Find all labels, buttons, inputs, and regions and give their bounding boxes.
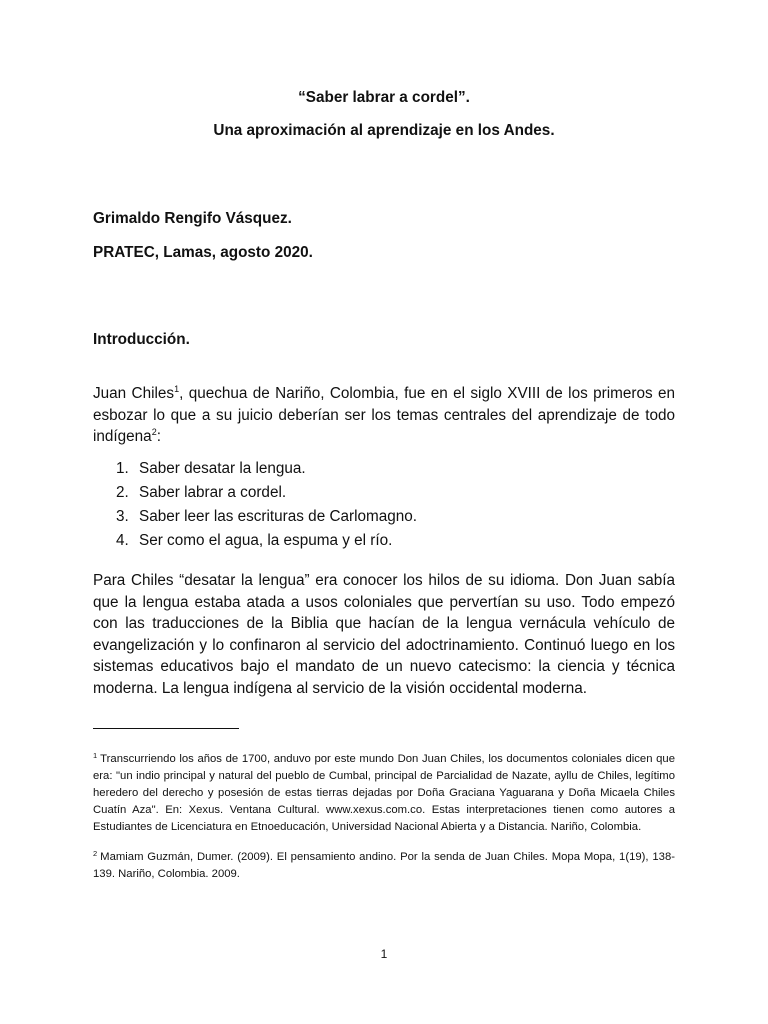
list-item-text: Ser como el agua, la espuma y el río. xyxy=(139,532,393,550)
list-item-text: Saber desatar la lengua. xyxy=(139,459,306,477)
footnotes xyxy=(93,751,675,883)
section-heading-introduction: Introducción. xyxy=(93,331,190,348)
document-subtitle: Una aproximación al aprendizaje en los Andes. xyxy=(213,122,555,139)
footnote-separator xyxy=(93,728,239,729)
author-affiliation: PRATEC, Lamas, agosto 2020. xyxy=(93,244,313,261)
footnote-marker: 2 xyxy=(93,848,98,858)
footnote-text: Transcurriendo los años de 1700, anduvo por este mundo Don Juan Chiles, los documentos coloniales dicen que era: "un indio principal y natural del pueblo de Cumbal, principal de Parcialidad de Nazate, ayllu de Chiles, legítimo heredero del derecho y posesión de estas tierras dejadas por Doña Graciana Yaguarana y Doña Micaela Chiles Cuatín Aza". En: Xexus. Ventana Cultural. www.xexus.com.co. Estas interpretaciones tienen como autores a Estudiantes de Licenciatura en Etnoeducación, Universidad Nacional Abierta y a Distancia. Nariño, Colombia. xyxy=(93,753,675,833)
list-item xyxy=(93,481,675,505)
numbered-list xyxy=(93,457,675,554)
list-item xyxy=(93,529,675,553)
document-title: “Saber labrar a cordel”. xyxy=(298,89,470,106)
intro-text-part-2: , quechua de Nariño, Colombia, fue en el siglo XVIII de los primeros en esbozar lo que a su juicio deberían ser los temas centrales del aprendizaje de todo indígena xyxy=(93,385,675,445)
list-item-number: 2. xyxy=(116,483,129,501)
author-name: Grimaldo Rengifo Vásquez. xyxy=(93,210,292,227)
intro-text-part-3: : xyxy=(156,428,161,445)
list-item-text: Saber leer las escrituras de Carlomagno. xyxy=(139,507,418,525)
list-item-number: 4. xyxy=(116,532,129,550)
intro-text-part-1: Juan Chiles xyxy=(93,385,175,402)
page-number: 1 xyxy=(380,947,388,961)
list-item xyxy=(93,505,675,529)
footnote-reference-2: 2 xyxy=(151,426,157,437)
list-item-number: 3. xyxy=(116,507,129,525)
page-content xyxy=(93,88,675,883)
list-item-text: Saber labrar a cordel. xyxy=(139,483,287,501)
list-item-number: 1. xyxy=(116,459,129,477)
footnote-1 xyxy=(93,751,675,835)
footnote-reference-1: 1 xyxy=(174,383,180,394)
footnote-2 xyxy=(93,849,675,883)
footnote-marker: 1 xyxy=(93,750,98,760)
body-paragraph: Para Chiles “desatar la lengua” era conocer los hilos de su idioma. Don Juan sabía que la lengua estaba atada a usos coloniales que pervertían su uso. Todo empezó con las traducciones de la Biblia que hacían de la lengua vernácula vehículo de evangelización y lo confinaron al servicio del adoctrinamiento. Continuó luego en los sistemas educativos bajo el mandato de un nuevo catecismo: la ciencia y técnica moderna. La lengua indígena al servicio de la visión occidental moderna. xyxy=(93,572,675,697)
intro-paragraph xyxy=(93,383,675,448)
footnote-text: Mamiam Guzmán, Dumer. (2009). El pensamiento andino. Por la senda de Juan Chiles. Mopa Mopa, 1(19), 138-139. Nariño, Colombia. 2009. xyxy=(93,851,675,881)
list-item xyxy=(93,457,675,481)
